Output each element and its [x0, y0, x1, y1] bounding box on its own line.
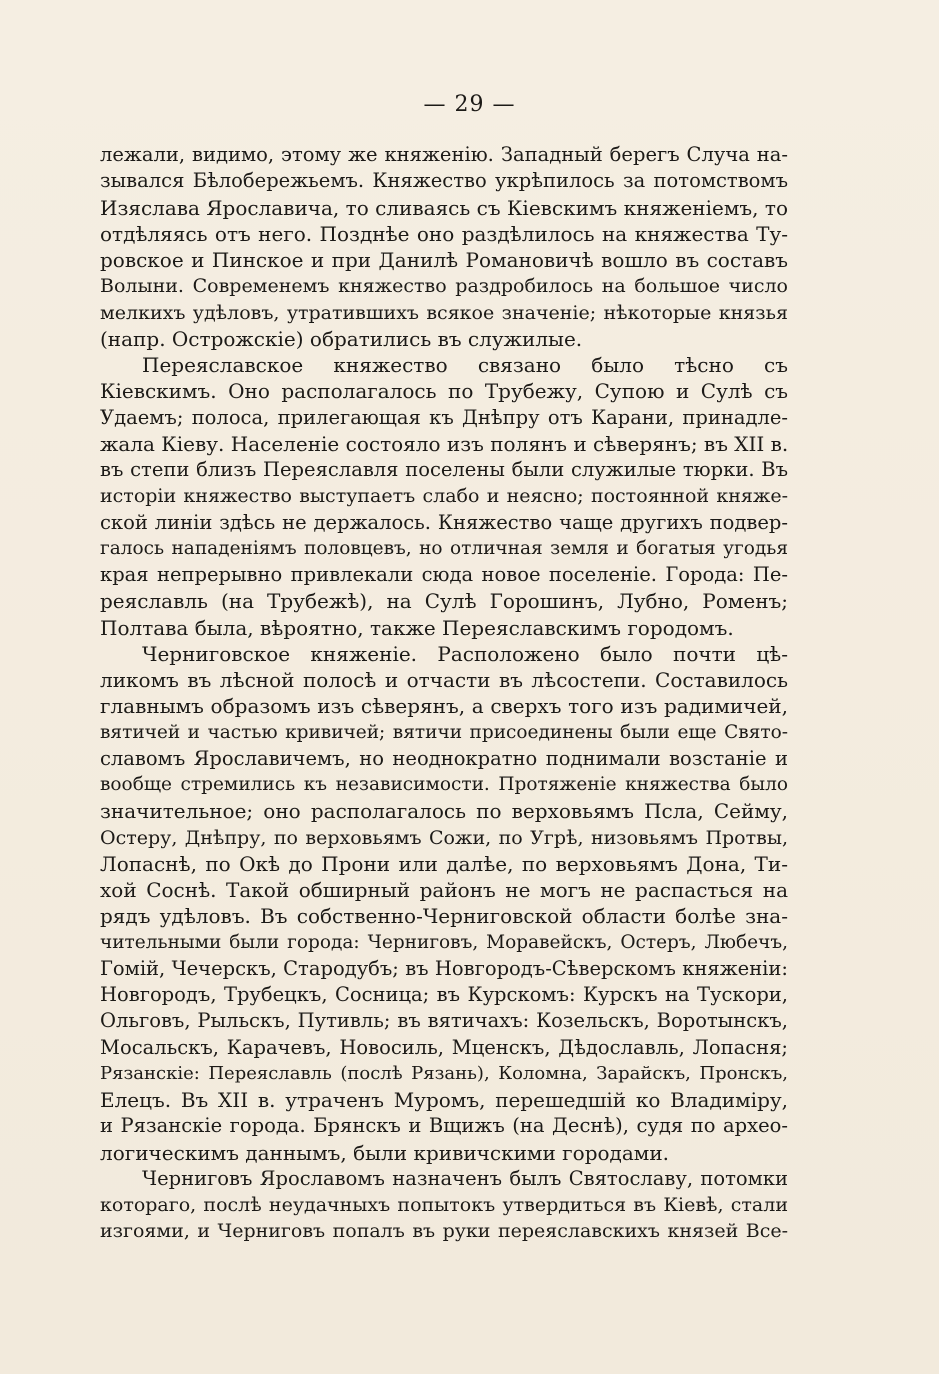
text-line: логическимъ даннымъ, были кривичскими городами. [100, 1140, 670, 1165]
text-line: Рязанскіе: Переяславль (послѣ Рязань), Коломна, Зарайскъ, Пронскъ, [100, 1062, 788, 1084]
text-line: и Рязанскіе города. Брянскъ и Вщижъ (на Деснѣ), судя по архео- [100, 1114, 788, 1138]
text-line: Елецъ. Въ XII в. утраченъ Муромъ, перешедшій ко Владиміру, [100, 1088, 788, 1112]
text-line: котораго, послѣ неудачныхъ попытокъ утвердиться въ Кіевѣ, стали [100, 1194, 788, 1216]
text-line: Кіевскимъ. Оно располагалось по Трубежу, Супою и Сулѣ съ [100, 379, 788, 404]
text-line: вообще стремились къ независимости. Протяженіе княжества было [100, 774, 788, 795]
text-line: славомъ Ярославичемъ, но неоднократно поднимали возстаніе и [100, 746, 788, 770]
text-line: лежали, видимо, этому же княженію. Западный берегъ Случа на- [100, 143, 788, 166]
text-line: исторіи княжество выступаетъ слабо и неясно; постоянной княже- [100, 485, 788, 508]
text-line: жала Кіеву. Населеніе состояло изъ полянъ и сѣверянъ; въ XII в. [100, 431, 789, 456]
text-line: галось нападеніямъ половцевъ, но отличная земля и богатыя угодья [100, 537, 788, 559]
text-line: Переяславское княжество связано было тѣсно съ [142, 353, 788, 377]
text-line: Лопаснѣ, по Окѣ до Прони или далѣе, по верховьямъ Дона, Ти- [100, 851, 788, 876]
text-line: реяславль (на Трубежѣ), на Сулѣ Горошинъ, Лубно, Роменъ; [100, 589, 788, 614]
text-line: Изяслава Ярославича, то сливаясь съ Кіевскимъ княженіемъ, то [100, 195, 788, 220]
text-line: Черниговское княженіе. Расположено было почти цѣ- [142, 641, 788, 666]
text-line: ликомъ въ лѣсной полосѣ и отчасти въ лѣсостепи. Составилось [100, 668, 788, 692]
text-line: края непрерывно привлекали сюда новое поселеніе. Города: Пе- [100, 563, 788, 586]
text-line: зывался Бѣлобережьемъ. Княжество укрѣпилось за потомствомъ [100, 169, 788, 193]
text-line: ской линіи здѣсь не держалось. Княжество чаще другихъ подвер- [100, 510, 788, 534]
text-line: (напр. Острожскіе) обратились въ служилые. [100, 326, 583, 351]
page-number: — 29 — [423, 92, 516, 117]
text-line: въ степи близъ Переяславля поселены были служилые тюрки. Въ [100, 458, 788, 481]
text-line: Остеру, Днѣпру, по верховьямъ Сожи, по Угрѣ, низовьямъ Протвы, [100, 826, 788, 849]
text-line: чительными были города: Черниговъ, Моравейскъ, Остеръ, Любечъ, [100, 931, 788, 953]
text-line: хой Соснѣ. Такой обширный районъ не могъ не распасться на [100, 878, 788, 902]
text-line: Волыни. Современемъ княжество раздробилось на большое число [100, 275, 788, 298]
text-line: Новгородъ, Трубецкъ, Сосница; въ Курскомъ: Курскъ на Тускори, [100, 983, 788, 1006]
text-line: отдѣляясь отъ него. Позднѣе оно раздѣлилось на княжества Ту- [100, 221, 788, 246]
text-line: Гомій, Чечерскъ, Стародубъ; въ Новгородъ-Сѣверскомъ княженіи: [100, 956, 788, 980]
text-line: Ольговъ, Рыльскъ, Путивль; въ вятичахъ: Козельскъ, Воротынскъ, [100, 1009, 788, 1033]
text-line: Черниговъ Ярославомъ назначенъ былъ Святославу, потомки [142, 1166, 788, 1190]
text-line: Мосальскъ, Карачевъ, Новосиль, Мценскъ, Дѣдославль, Лопасня; [100, 1035, 788, 1059]
text-line: вятичей и частью кривичей; вятичи присоединены были еще Свято- [100, 721, 788, 743]
text-line: главнымъ образомъ изъ сѣверянъ, а сверхъ того изъ радимичей, [100, 694, 788, 719]
text-line: Полтава была, вѣроятно, также Переяславскимъ городомъ. [100, 615, 734, 640]
text-line: рядъ удѣловъ. Въ собственно-Черниговской области болѣе зна- [100, 904, 788, 929]
text-line: изгоями, и Черниговъ попалъ въ руки переяславскихъ князей Все- [100, 1220, 788, 1243]
text-line: ровское и Пинское и при Данилѣ Романовичѣ вошло въ составъ [100, 248, 788, 272]
text-line: мелкихъ удѣловъ, утратившихъ всякое значеніе; нѣкоторые князья [100, 301, 788, 324]
text-line: Удаемъ; полоса, прилегающая къ Днѣпру отъ Карани, принадле- [100, 405, 788, 429]
text-line: значительное; оно располагалось по верховьямъ Псла, Сейму, [100, 799, 788, 824]
body-text [100, 142, 788, 1245]
